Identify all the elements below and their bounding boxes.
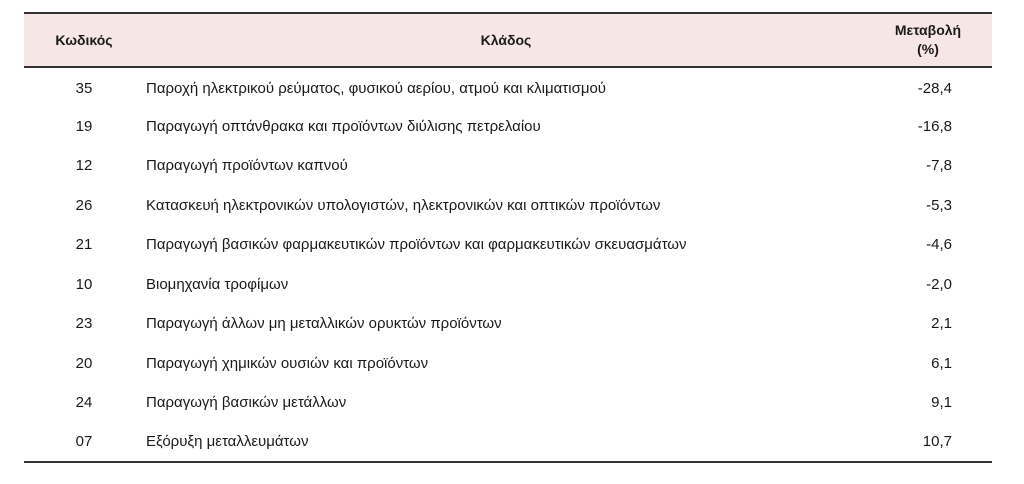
table-row xyxy=(24,344,992,384)
table-row xyxy=(24,186,992,226)
cell-change: 2,1 xyxy=(931,315,952,333)
table-row xyxy=(24,265,992,305)
cell-code: 19 xyxy=(75,117,93,135)
cell-branch: Κατασκευή ηλεκτρονικών υπολογιστών, ηλεκτρονικών και οπτικών προϊόντων xyxy=(146,196,661,214)
cell-change: -4,6 xyxy=(926,236,952,254)
cell-branch: Βιομηχανία τροφίμων xyxy=(146,275,289,293)
cell-branch: Παροχή ηλεκτρικού ρεύματος, φυσικού αερίου, ατμού και κλιματισμού xyxy=(146,79,607,97)
cell-change: 9,1 xyxy=(931,394,952,412)
table-row xyxy=(24,423,992,463)
cell-branch: Παραγωγή βασικών φαρμακευτικών προϊόντων και φαρμακευτικών σκευασμάτων xyxy=(146,236,687,254)
table-row xyxy=(24,304,992,344)
cell-branch: Παραγωγή άλλων μη μεταλλικών ορυκτών προϊόντων xyxy=(146,315,502,333)
cell-branch: Παραγωγή οπτάνθρακα και προϊόντων διύλισης πετρελαίου xyxy=(146,117,541,135)
cell-branch: Παραγωγή προϊόντων καπνού xyxy=(146,157,348,175)
cell-change: -7,8 xyxy=(926,157,952,175)
cell-branch: Παραγωγή χημικών ουσιών και προϊόντων xyxy=(146,354,429,372)
cell-code: 35 xyxy=(75,79,93,97)
table-row xyxy=(24,225,992,265)
header-code: Κωδικός xyxy=(55,32,113,48)
cell-code: 26 xyxy=(75,196,93,214)
sector-change-table xyxy=(24,12,992,463)
cell-code: 23 xyxy=(75,315,93,333)
table-header xyxy=(24,13,992,67)
table-row xyxy=(24,146,992,186)
header-change-line1: Μεταβολή xyxy=(894,22,962,38)
cell-code: 12 xyxy=(75,157,93,175)
header-branch: Κλάδος xyxy=(480,32,532,48)
cell-change: 10,7 xyxy=(922,433,952,451)
cell-code: 10 xyxy=(75,275,93,293)
table-row xyxy=(24,67,992,107)
data-table-container xyxy=(24,12,992,463)
cell-code: 24 xyxy=(75,394,93,412)
cell-code: 07 xyxy=(75,433,93,451)
cell-branch: Εξόρυξη μεταλλευμάτων xyxy=(146,433,309,451)
header-row xyxy=(24,13,992,67)
table-body xyxy=(24,67,992,462)
cell-change: -5,3 xyxy=(926,196,952,214)
header-change xyxy=(868,13,992,67)
header-change-line2: (%) xyxy=(917,41,939,57)
table-row xyxy=(24,107,992,147)
cell-change: -28,4 xyxy=(917,79,952,97)
table-row xyxy=(24,383,992,423)
cell-code: 20 xyxy=(75,354,93,372)
cell-branch: Παραγωγή βασικών μετάλλων xyxy=(146,394,347,412)
cell-change: 6,1 xyxy=(931,354,952,372)
cell-change: -2,0 xyxy=(926,275,952,293)
cell-code: 21 xyxy=(75,236,93,254)
cell-change: -16,8 xyxy=(917,117,952,135)
